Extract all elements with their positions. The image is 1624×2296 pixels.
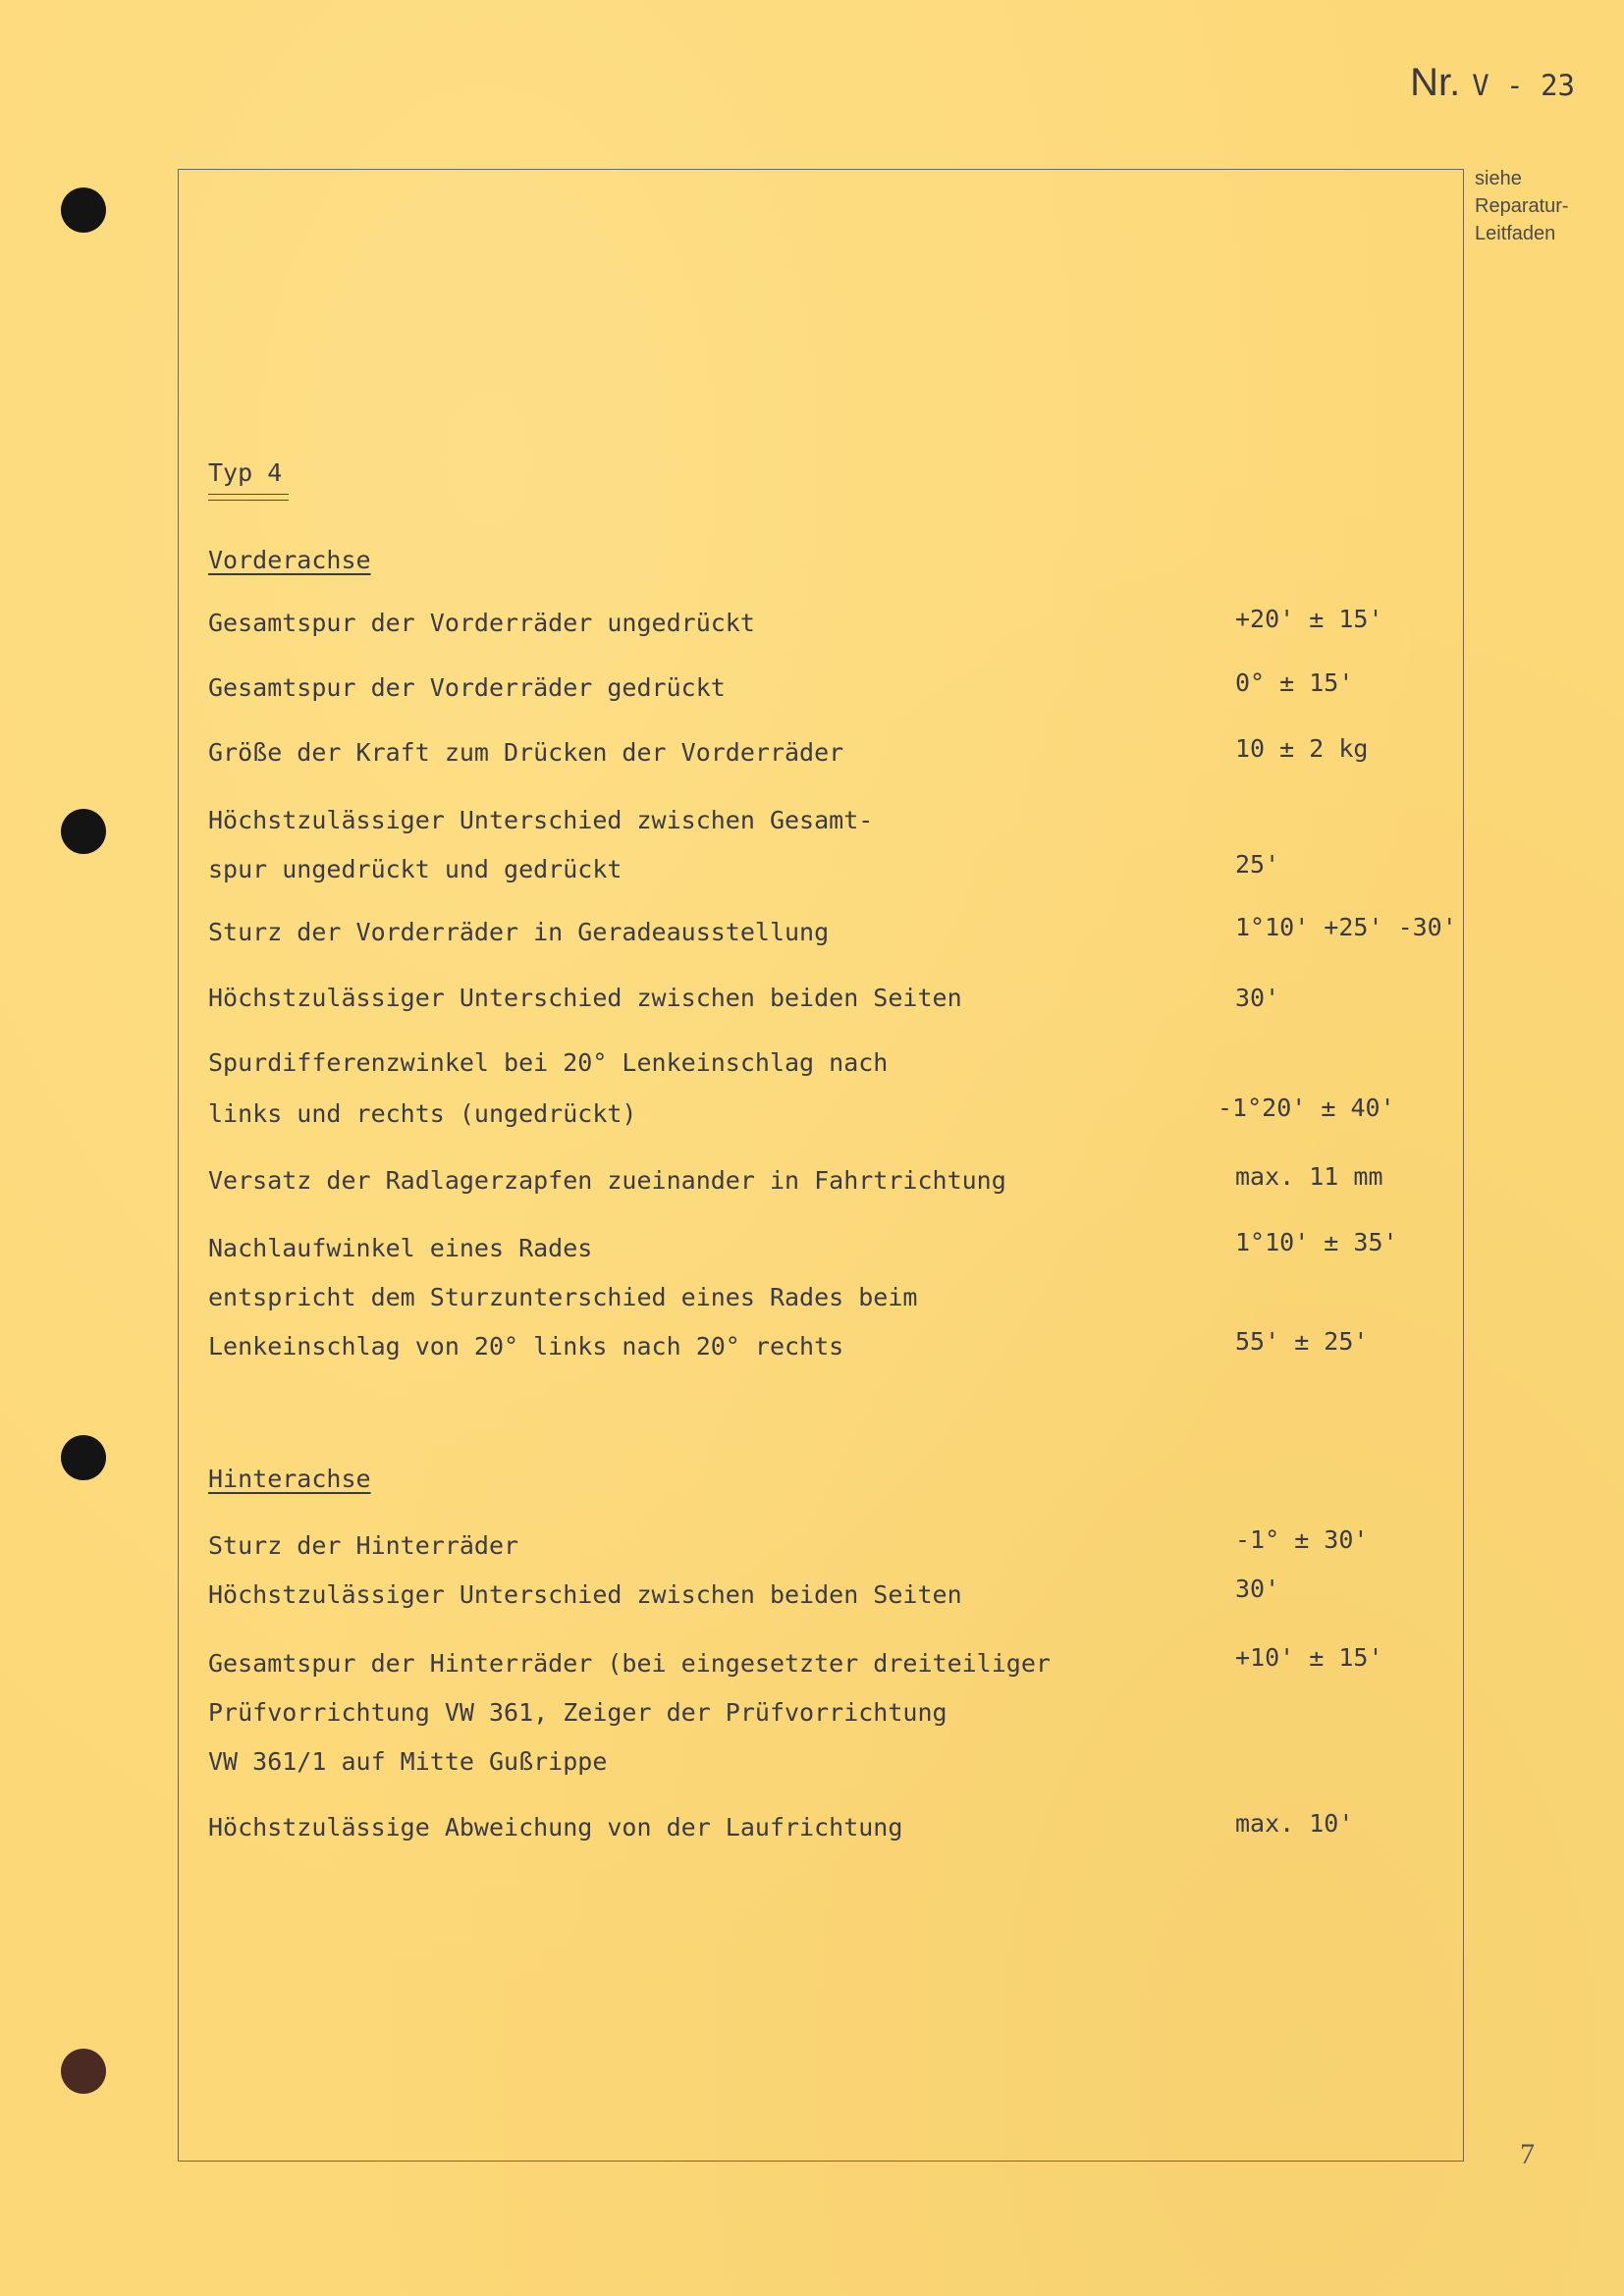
side-note-line: siehe [1475,168,1522,189]
punch-hole-3 [61,1435,106,1480]
spec-value: -1° ± 30' [1235,1525,1369,1554]
spec-label: Nachlaufwinkel eines Rades [208,1234,593,1262]
document-number-label: Nr. [1410,61,1461,104]
spec-value: 0° ± 15' [1235,668,1354,697]
side-note-line: Leitfaden [1475,223,1556,244]
spec-value: 55' ± 25' [1235,1327,1369,1356]
spec-label: Höchstzulässiger Unterschied zwischen beiden Seiten [208,1580,962,1609]
spec-label: Höchstzulässige Abweichung von der Laufrichtung [208,1813,903,1842]
spec-label: Größe der Kraft zum Drücken der Vorderräder [208,738,844,767]
spec-label: Versatz der Radlagerzapfen zueinander in Fahrtrichtung [208,1166,1006,1195]
section-heading-hinterachse: Hinterachse [208,1465,371,1493]
section-heading-vorderachse: Vorderachse [208,546,371,574]
spec-value: max. 10' [1235,1809,1354,1838]
spec-label: Gesamtspur der Hinterräder (bei eingesetzter dreiteiliger [208,1649,1051,1678]
document-number [1410,61,1575,105]
spec-label: Gesamtspur der Vorderräder ungedrückt [208,609,755,637]
spec-value: 30' [1235,984,1280,1012]
punch-hole-4 [61,2049,106,2094]
spec-label: Lenkeinschlag von 20° links nach 20° rechts [208,1332,844,1361]
spec-value: max. 11 mm [1235,1162,1383,1191]
spec-value: 1°10' +25' -30' [1235,913,1457,941]
spec-value: +20' ± 15' [1235,605,1383,633]
spec-label: spur ungedrückt und gedrückt [208,855,623,883]
spec-label: Höchstzulässiger Unterschied zwischen Gesamt- [208,806,874,834]
spec-label: Höchstzulässiger Unterschied zwischen beiden Seiten [208,984,962,1012]
document-number-value: V - 23 [1472,69,1575,102]
spec-value: -1°20' ± 40' [1218,1094,1395,1122]
spec-label: Sturz der Hinterräder [208,1531,519,1560]
side-note-line: Reparatur- [1475,195,1569,217]
punch-hole-2 [61,809,106,854]
spec-label: entspricht dem Sturzunterschied eines Rades beim [208,1283,918,1311]
punch-hole-1 [61,187,106,233]
spec-label: links und rechts (ungedrückt) [208,1099,637,1128]
spec-value: +10' ± 15' [1235,1643,1383,1672]
page-number: 7 [1520,2138,1535,2170]
spec-label: Gesamtspur der Vorderräder gedrückt [208,673,726,702]
double-underline [208,494,289,501]
spec-value: 30' [1235,1575,1280,1603]
spec-label: Spurdifferenzwinkel bei 20° Lenkeinschlag nach [208,1048,889,1077]
spec-label: VW 361/1 auf Mitte Gußrippe [208,1747,608,1776]
spec-label: Sturz der Vorderräder in Geradeausstellung [208,918,830,946]
spec-value: 10 ± 2 kg [1235,734,1369,763]
spec-label: Prüfvorrichtung VW 361, Zeiger der Prüfvorrichtung [208,1698,947,1727]
side-note [1475,165,1569,247]
spec-value: 1°10' ± 35' [1235,1228,1398,1256]
spec-value: 25' [1235,850,1280,879]
type-heading: Typ 4 [208,458,283,487]
